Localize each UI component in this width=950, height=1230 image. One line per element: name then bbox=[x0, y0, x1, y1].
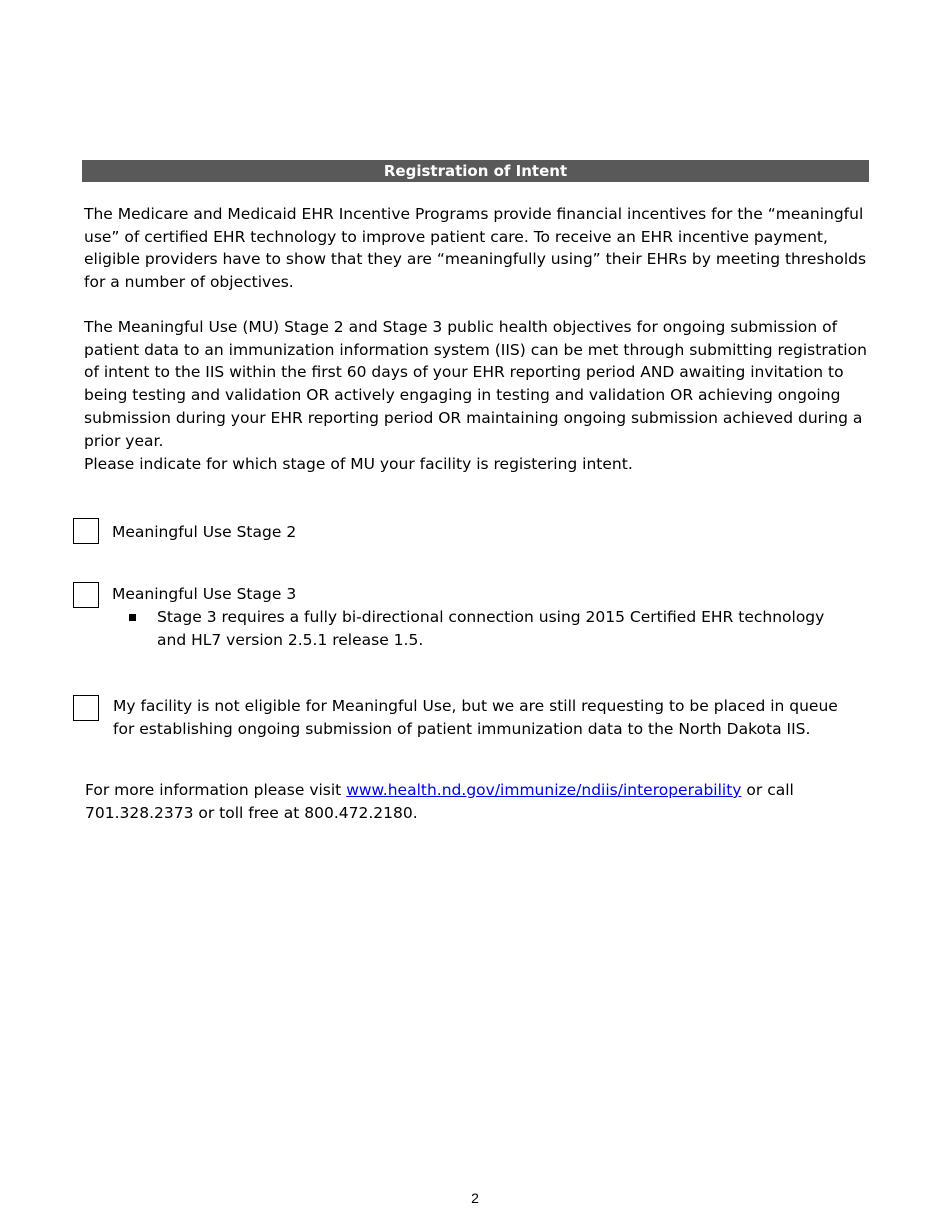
stage3-requirement-note: Stage 3 requires a fully bi-directional connection using 2015 Certified EHR technology and HL7 version 2.5.1 release 1.5. bbox=[157, 608, 825, 649]
section-header: Registration of Intent bbox=[82, 160, 869, 182]
page-number: 2 bbox=[471, 1190, 479, 1206]
square-bullet-icon bbox=[129, 614, 136, 621]
not-eligible-checkbox[interactable] bbox=[73, 695, 99, 721]
not-eligible-label: My facility is not eligible for Meaningful Use, but we are still requesting to be placed in queue for establishing ongoing submission of patient immunization data to the North Dakota IIS. bbox=[113, 697, 838, 738]
intro-paragraph: The Medicare and Medicaid EHR Incentive Programs provide financial incentives for the “meaningful use” of certified EHR technology to improve patient care. To receive an EHR incentive payment, eligible providers have to show that they are “meaningfully using” their EHRs by meeting thresholds for a number of objectives. bbox=[84, 205, 867, 292]
objectives-paragraph: The Meaningful Use (MU) Stage 2 and Stage 3 public health objectives for ongoing submission of patient data to an immunization information system (IIS) can be met through submitting registration of intent to the IIS within the first 60 days of your EHR reporting period AND awaiting invitation to being testing and validation OR actively engaging in testing and validation OR achieving ongoing submission during your EHR reporting period OR maintaining ongoing submission achieved during a prior year. bbox=[84, 318, 867, 450]
stage2-checkbox[interactable] bbox=[73, 518, 99, 544]
stage3-label: Meaningful Use Stage 3 bbox=[112, 585, 297, 603]
more-info-text bbox=[85, 779, 845, 824]
more-info-prefix: For more information please visit bbox=[85, 781, 347, 799]
stage2-label: Meaningful Use Stage 2 bbox=[112, 523, 297, 541]
instruction-paragraph: Please indicate for which stage of MU your facility is registering intent. bbox=[84, 455, 633, 473]
more-info-suffix: or call 701.328.2373 or toll free at 800.472.2180. bbox=[85, 781, 794, 822]
interoperability-link[interactable]: www.health.nd.gov/immunize/ndiis/interoperability bbox=[346, 781, 742, 799]
stage3-checkbox[interactable] bbox=[73, 582, 99, 608]
